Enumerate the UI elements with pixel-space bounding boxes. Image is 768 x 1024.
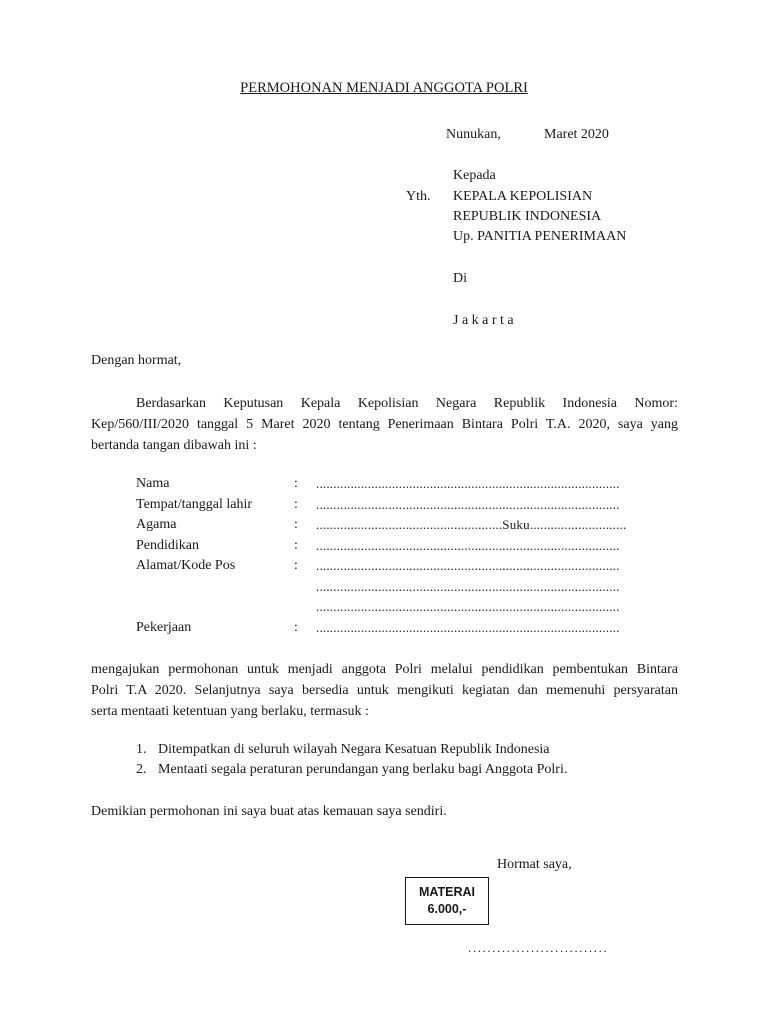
field-value-nama[interactable]: ........................................................................................ xyxy=(316,476,620,491)
field-label-ttl: Tempat/tanggal lahir xyxy=(136,497,253,512)
signature-line[interactable]: ............................. xyxy=(468,941,609,955)
field-value-alamat-1[interactable]: ........................................................................................ xyxy=(316,558,620,573)
hormat-saya: Hormat saya, xyxy=(497,857,572,872)
list-item-text: Ditempatkan di seluruh wilayah Negara Kesatuan Republik Indonesia xyxy=(158,742,550,757)
field-value-alamat-2[interactable]: ........................................................................................ xyxy=(316,579,620,594)
body-line-2: Polri T.A 2020. Selanjutnya saya bersedia untuk mengikuti kegiatan dan memenuhi persyaratan xyxy=(91,683,678,698)
field-label-alamat: Alamat/Kode Pos xyxy=(136,558,236,573)
field-colon: : xyxy=(294,558,298,573)
field-value-pendidikan[interactable]: ........................................................................................ xyxy=(316,538,620,553)
intro-paragraph xyxy=(91,393,678,456)
recipient-line-3: Up. PANITIA PENERIMAAN xyxy=(453,229,627,244)
field-value-agama-suku[interactable]: ......................................................Suku............................ xyxy=(316,517,627,532)
closing-sentence: Demikian permohonan ini saya buat atas kemauan saya sendiri. xyxy=(91,804,447,819)
field-label-nama: Nama xyxy=(136,476,170,491)
recipient-line-2: REPUBLIK INDONESIA xyxy=(453,209,602,224)
field-colon: : xyxy=(294,620,298,635)
recipient-city: J a k a r t a xyxy=(453,313,514,328)
intro-line-3: bertanda tangan dibawah ini : xyxy=(91,438,257,453)
intro-line-1: Berdasarkan Keputusan Kepala Kepolisian Negara Republik Indonesia Nomor: xyxy=(136,396,678,411)
place: Nunukan, xyxy=(446,127,501,142)
materai-value: 6.000,- xyxy=(427,902,467,916)
field-colon: : xyxy=(294,476,298,491)
list-item-number: 2. xyxy=(136,762,147,777)
list-item-text: Mentaati segala peraturan perundangan yang berlaku bagi Anggota Polri. xyxy=(158,762,568,777)
intro-line-2: Kep/560/III/2020 tanggal 5 Maret 2020 tentang Penerimaan Bintara Polri T.A. 2020, saya yang xyxy=(91,417,678,432)
body-line-3: serta mentaati ketentuan yang berlaku, termasuk : xyxy=(91,704,369,719)
materai-label: MATERAI xyxy=(418,885,475,899)
field-value-ttl[interactable]: ........................................................................................ xyxy=(316,497,620,512)
field-label-pekerjaan: Pekerjaan xyxy=(136,620,192,635)
field-value-pekerjaan[interactable]: ........................................................................................ xyxy=(316,620,620,635)
field-value-alamat-3[interactable]: ........................................................................................ xyxy=(316,599,620,614)
field-colon: : xyxy=(294,538,298,553)
body-line-1: mengajukan permohonan untuk menjadi anggota Polri melalui pendidikan pembentukan Bintara xyxy=(91,662,678,677)
field-label-agama: Agama xyxy=(136,517,177,532)
list-item-number: 1. xyxy=(136,742,147,757)
greeting: Dengan hormat, xyxy=(91,353,182,368)
recipient-di: Di xyxy=(453,271,467,286)
document-title: PERMOHONAN MENJADI ANGGOTA POLRI xyxy=(240,80,528,96)
recipient-kepada: Kepada xyxy=(453,168,496,183)
date: Maret 2020 xyxy=(544,127,609,142)
field-colon: : xyxy=(294,517,298,532)
body-paragraph xyxy=(91,659,678,722)
field-label-pendidikan: Pendidikan xyxy=(136,538,199,553)
materai-stamp-box xyxy=(405,877,489,925)
recipient-line-1: KEPALA KEPOLISIAN xyxy=(453,189,593,204)
recipient-yth: Yth. xyxy=(406,189,431,204)
field-colon: : xyxy=(294,497,298,512)
